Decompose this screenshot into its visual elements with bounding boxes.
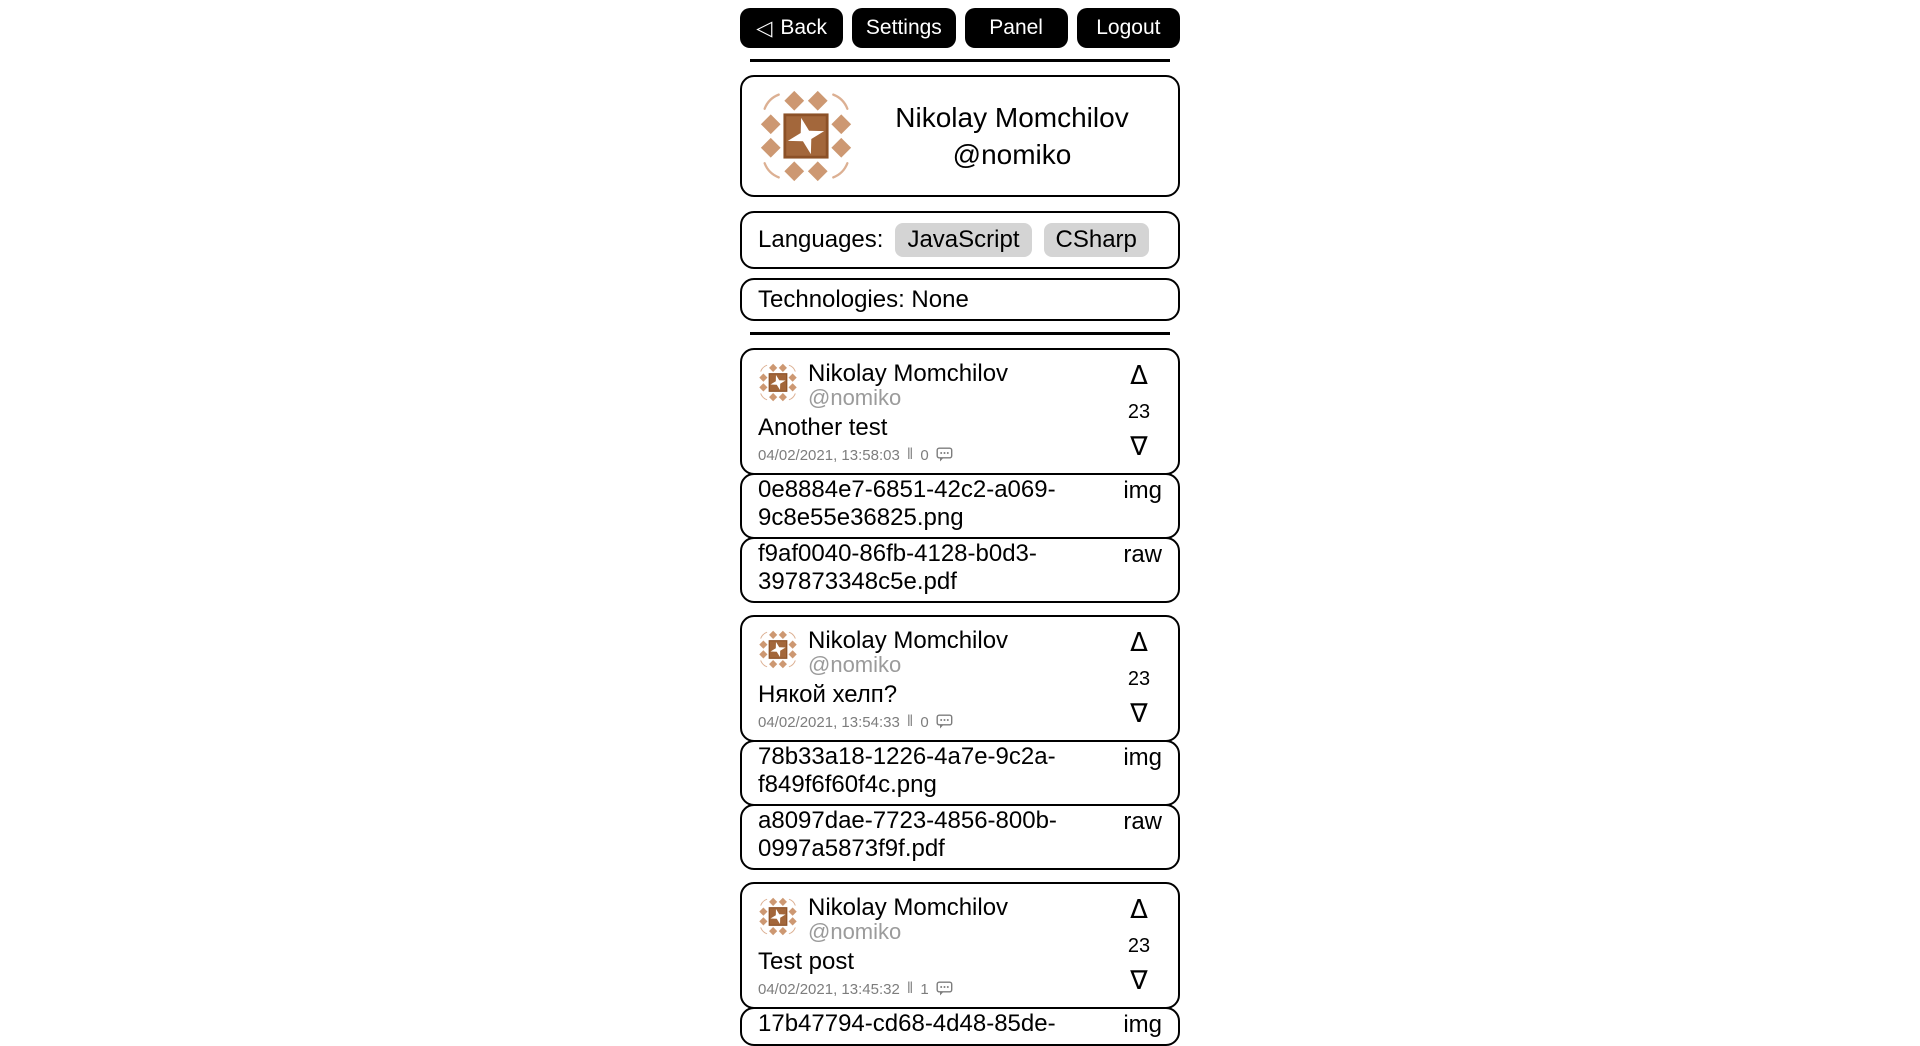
post-author-row <box>758 628 1110 676</box>
attachment-row[interactable] <box>740 537 1180 603</box>
vote-column <box>1110 895 1168 998</box>
post-meta <box>758 713 1110 731</box>
post-avatar-identicon <box>758 630 798 669</box>
downvote-button[interactable]: ∇ <box>1130 966 1148 996</box>
attachment-filename[interactable]: a8097dae-7723-4856-800b-0997a5873f9f.pdf <box>758 807 1057 862</box>
technologies-card <box>740 278 1180 321</box>
logout-button-label: Logout <box>1096 16 1161 39</box>
post-comment-count: 1 <box>920 980 929 998</box>
post-header[interactable] <box>740 882 1180 1009</box>
post-author-name: Nikolay Momchilov <box>808 627 1009 654</box>
logout-button[interactable] <box>1077 8 1180 48</box>
post-1 <box>740 348 1180 603</box>
attachment-row[interactable] <box>740 473 1180 539</box>
attachment-row[interactable] <box>740 740 1180 806</box>
vote-column <box>1110 628 1168 731</box>
languages-card <box>740 211 1180 269</box>
comment-bubble-icon <box>936 447 953 463</box>
post-author-handle: @nomiko <box>808 385 902 410</box>
technologies-text: Technologies: None <box>758 286 969 313</box>
content-column <box>740 0 1180 1046</box>
profile-handle: @nomiko <box>952 139 1072 170</box>
attachment-row[interactable] <box>740 804 1180 870</box>
post-timestamp: 04/02/2021, 13:54:33 <box>758 713 900 731</box>
post-avatar-identicon <box>758 897 798 936</box>
vote-score: 23 <box>1127 667 1151 690</box>
back-button[interactable] <box>740 8 843 48</box>
post-author-row <box>758 895 1110 943</box>
post-header[interactable] <box>740 348 1180 475</box>
post-comment-count: 0 <box>920 446 929 464</box>
vote-column <box>1110 361 1168 464</box>
attachment-filename[interactable]: f9af0040-86fb-4128-b0d3-397873348c5e.pdf <box>758 540 1037 595</box>
attachment-row[interactable] <box>740 1007 1180 1046</box>
languages-label: Languages: <box>758 226 884 253</box>
post-main <box>758 628 1110 731</box>
post-main <box>758 895 1110 998</box>
vote-score: 23 <box>1127 934 1151 957</box>
post-2 <box>740 615 1180 870</box>
comment-bubble-icon <box>936 714 953 730</box>
settings-button-label: Settings <box>865 16 942 39</box>
panel-button[interactable] <box>965 8 1068 48</box>
post-timestamp: 04/02/2021, 13:45:32 <box>758 980 900 998</box>
post-author-name: Nikolay Momchilov <box>808 360 1009 387</box>
profile-name: Nikolay Momchilov <box>895 102 1129 133</box>
comment-bubble-icon <box>936 981 953 997</box>
post-header[interactable] <box>740 615 1180 742</box>
meta-separator-icon: ‖ <box>906 446 914 463</box>
downvote-button[interactable]: ∇ <box>1130 699 1148 729</box>
post-title[interactable]: Another test <box>758 414 888 441</box>
downvote-button[interactable]: ∇ <box>1130 432 1148 462</box>
meta-separator-icon: ‖ <box>906 980 914 997</box>
divider-top <box>750 59 1170 62</box>
settings-button[interactable] <box>852 8 955 48</box>
post-author-handle: @nomiko <box>808 652 902 677</box>
post-author-names <box>808 628 1008 676</box>
post-title[interactable]: Test post <box>758 948 855 975</box>
back-button-label: Back <box>780 16 828 39</box>
post-author-names <box>808 361 1008 409</box>
upvote-button[interactable]: Δ <box>1130 628 1148 658</box>
post-3 <box>740 882 1180 1046</box>
back-icon: ◁ <box>756 16 773 40</box>
post-author-handle: @nomiko <box>808 919 902 944</box>
attachment-filename[interactable]: 78b33a18-1226-4a7e-9c2a-f849f6f60f4c.png <box>758 743 1056 798</box>
profile-names <box>862 99 1162 173</box>
post-author-name: Nikolay Momchilov <box>808 894 1009 921</box>
toolbar <box>740 8 1180 48</box>
upvote-button[interactable]: Δ <box>1130 895 1148 925</box>
post-main <box>758 361 1110 464</box>
post-author-names <box>808 895 1008 943</box>
attachment-filename[interactable]: 17b47794-cd68-4d48-85de- <box>758 1010 1056 1037</box>
profile-card <box>740 75 1180 197</box>
attachment-type-badge: raw <box>1123 541 1162 568</box>
attachment-type-badge: raw <box>1123 808 1162 835</box>
post-timestamp: 04/02/2021, 13:58:03 <box>758 446 900 464</box>
attachment-type-badge: img <box>1123 477 1162 504</box>
attachment-type-badge: img <box>1123 1011 1162 1038</box>
post-meta <box>758 980 1110 998</box>
panel-button-label: Panel <box>989 16 1043 39</box>
vote-score: 23 <box>1127 400 1151 423</box>
divider-posts <box>750 332 1170 335</box>
post-avatar-identicon <box>758 363 798 402</box>
attachment-filename[interactable]: 0e8884e7-6851-42c2-a069-9c8e55e36825.png <box>758 476 1056 531</box>
language-tag-csharp: CSharp <box>1044 223 1149 257</box>
post-meta <box>758 446 1110 464</box>
post-author-row <box>758 361 1110 409</box>
attachment-type-badge: img <box>1123 744 1162 771</box>
meta-separator-icon: ‖ <box>906 713 914 730</box>
profile-avatar-identicon <box>758 89 854 183</box>
upvote-button[interactable]: Δ <box>1130 361 1148 391</box>
language-tag-javascript: JavaScript <box>895 223 1031 257</box>
post-comment-count: 0 <box>920 713 929 731</box>
post-title[interactable]: Някой хелп? <box>758 681 898 708</box>
